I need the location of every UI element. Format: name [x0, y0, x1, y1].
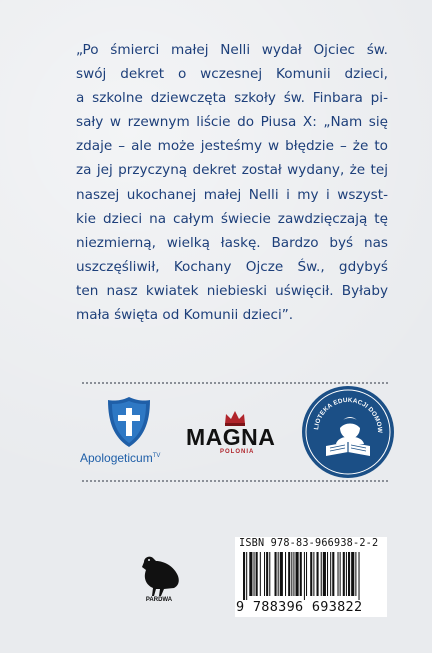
quote-line: „Po śmierci małej Nelli wydał Ojciec św.	[76, 42, 388, 58]
barcode-bar	[269, 552, 270, 596]
quote-line: za jej przyczyną dekret został wydany, że tej	[76, 162, 388, 179]
barcode-bar	[343, 552, 345, 596]
biblioteka-edukacji-domowej-logo	[300, 384, 396, 480]
barcode-bar	[346, 552, 347, 596]
barcode-bar	[351, 552, 354, 596]
shield-cross-icon	[107, 396, 151, 448]
barcode-bar	[327, 552, 328, 596]
barcode-bar	[296, 552, 299, 596]
isbn-barcode	[235, 537, 387, 617]
barcode-bar	[306, 552, 307, 596]
apologeticum-label: Apologeticum$^{TV}$	[80, 451, 161, 465]
barcode-bar	[280, 552, 283, 596]
quote-line: kie dzieci na całym świecie zawdzięczają tę	[76, 210, 388, 227]
pardwa-label: PARDWA	[145, 597, 173, 603]
barcode-bar	[340, 552, 341, 596]
ean-number: 9 788396 693822	[236, 599, 363, 615]
barcode-bar	[300, 552, 302, 596]
barcode-bar	[348, 552, 350, 596]
quote-line: zdaje – ale może jesteśmy w błędzie – że to	[76, 138, 388, 155]
quote-line: a szkolne dziewczęta szkoły św. Finbara pi-	[76, 90, 388, 107]
divider-bottom	[82, 480, 388, 482]
magna-subtitle: POLONIA	[220, 449, 255, 455]
barcode-bar	[260, 552, 261, 596]
barcode-bar	[278, 552, 279, 596]
barcode-bar	[249, 552, 252, 596]
quote-line: swój dekret o wczesnej Komunii dzieci,	[76, 66, 388, 83]
quote-line: niezmierną, wielką łaskę. Bardzo byś nas	[76, 234, 388, 251]
barcode-bar	[291, 552, 292, 596]
barcode-bar	[310, 552, 312, 596]
biblioteka-arc-text: LIOTEKA EDUKACJI DOMOW	[313, 396, 384, 434]
magna-polonia-logo	[186, 410, 286, 458]
barcode-bar	[266, 552, 268, 596]
barcode-bar	[313, 552, 314, 596]
barcode-bar	[285, 552, 286, 596]
barcode-bar	[254, 552, 255, 596]
barcode-bar	[275, 552, 277, 596]
barcode-bar	[264, 552, 265, 596]
reading-child-emblem-icon	[300, 384, 396, 480]
barcode-bar	[321, 552, 322, 596]
barcode-bar	[288, 552, 290, 596]
partridge-bird-icon	[134, 552, 184, 598]
barcode-bar	[359, 552, 360, 600]
barcode-bar	[323, 552, 326, 596]
magna-wordmark: MAGNA	[186, 424, 276, 450]
barcode-bar	[355, 552, 356, 596]
barcode-bar	[256, 552, 258, 596]
barcode-bar	[293, 552, 294, 596]
barcode-bars	[235, 552, 387, 600]
quote-line: mała święta od Komunii dzieci”.	[76, 307, 294, 324]
pardwa-publisher-logo	[134, 552, 184, 606]
apologeticum-logo	[80, 396, 180, 466]
quote-text	[76, 38, 388, 327]
barcode-bar	[246, 552, 247, 600]
quote-line: sały w rzewnym liście do Piusa X: „Nam się	[76, 114, 388, 131]
barcode-bar	[332, 552, 334, 596]
barcode-bar	[317, 552, 319, 596]
barcode-bar	[330, 552, 331, 596]
quote-line: naszej ukochanej małej Nelli i my i wszyst-	[76, 186, 388, 203]
isbn-number: ISBN 978-83-966938-2-2	[239, 538, 379, 549]
barcode-bar	[304, 552, 305, 600]
barcode-bar	[243, 552, 245, 600]
quote-line: uszczęśliwił, Kochany Ojcze Św., gdybyś	[76, 258, 388, 275]
quote-line: ten nasz kwiatek niebieski uświęcił. Byłaby	[76, 282, 388, 299]
barcode-bar	[338, 552, 339, 596]
partner-logos	[0, 390, 432, 476]
